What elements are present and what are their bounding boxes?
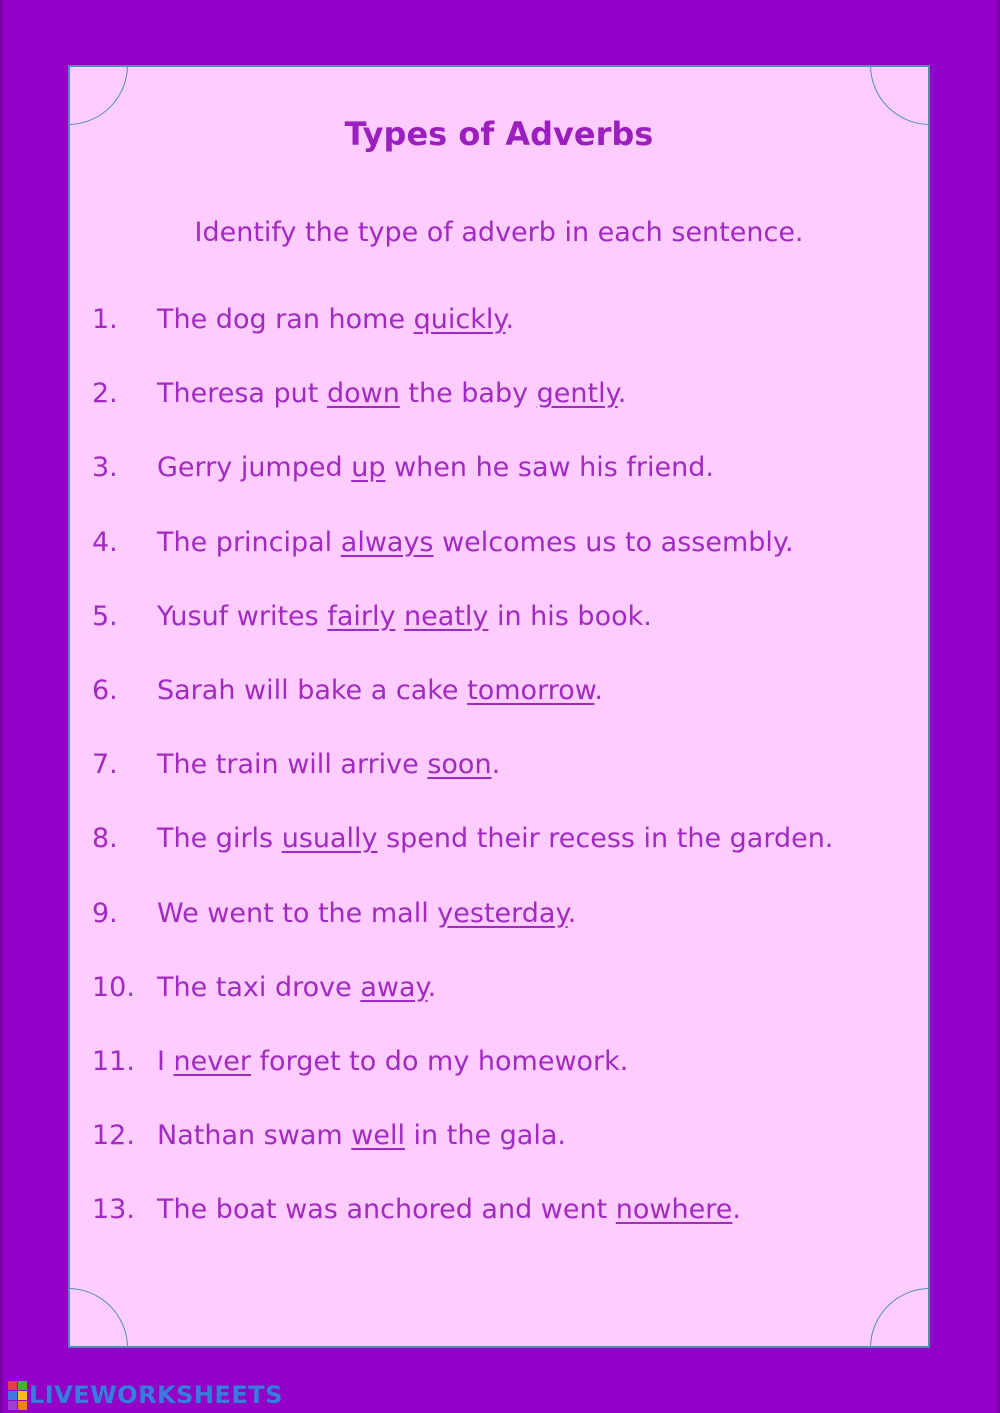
sentence-fragment: . (732, 1194, 741, 1226)
underlined-adverb: usually (281, 823, 378, 855)
sentence-fragment: The girls (157, 823, 282, 855)
sentence-text (157, 527, 794, 558)
brand-name: LIVEWORKSHEETS (29, 1381, 283, 1409)
sentence-fragment: . (567, 897, 577, 929)
sentence-fragment: when he saw his friend. (385, 452, 714, 484)
item-number: 3. (92, 452, 118, 484)
worksheet-title: Types of Adverbs (344, 115, 654, 153)
worksheet-instructions: Identify the type of adverb in each sentence. (194, 217, 804, 248)
item-number: 4. (92, 526, 118, 558)
underlined-adverb: well (351, 1120, 405, 1152)
item-number: 8. (92, 823, 118, 855)
sentence-fragment: in his book. (488, 600, 652, 632)
sentence-fragment: Gerry jumped (157, 452, 352, 484)
sentence-fragment: The taxi drove (157, 971, 361, 1003)
underlined-adverb: nowhere (615, 1194, 733, 1226)
sentence-text (157, 601, 652, 632)
sentence-fragment: Nathan swam (157, 1120, 352, 1152)
footer-brand (8, 1381, 283, 1409)
item-number: 1. (92, 304, 118, 335)
underlined-adverb: tomorrow (467, 675, 595, 706)
underlined-adverb: down (326, 378, 400, 410)
item-number: 9. (92, 897, 118, 929)
sentence-text (157, 378, 626, 409)
sentence-fragment: Sarah will bake a cake (157, 675, 468, 706)
sentence-text (157, 304, 514, 335)
sentence-fragment: spend their recess in the garden. (377, 823, 834, 855)
underlined-adverb: gently (536, 378, 618, 410)
sentence-fragment: welcomes us to assembly. (433, 526, 794, 558)
item-number: 10. (92, 971, 135, 1003)
sentence-text (157, 749, 500, 780)
sentence-fragment (395, 601, 404, 632)
underlined-adverb: neatly (404, 600, 489, 632)
sentence-text (157, 898, 576, 929)
sentence-fragment: I (157, 1046, 174, 1077)
item-number: 2. (92, 378, 118, 410)
sentence-fragment: The train will arrive (157, 749, 428, 781)
sentence-fragment: We went to the mall (157, 897, 438, 929)
sentence-text (157, 1120, 566, 1151)
corner-arc (68, 1288, 128, 1348)
underlined-adverb: away (360, 971, 428, 1003)
underlined-adverb: quickly (413, 304, 506, 335)
sentence-fragment: . (594, 675, 603, 706)
underlined-adverb: up (351, 452, 386, 484)
sentence-fragment: . (617, 378, 627, 410)
sentence-fragment: Yusuf writes (157, 600, 328, 632)
sentence-text (157, 1194, 741, 1225)
sentence-fragment: The boat was anchored and went (157, 1194, 616, 1226)
underlined-adverb: never (173, 1046, 251, 1077)
item-number: 6. (92, 675, 118, 706)
underlined-adverb: yesterday (437, 897, 568, 929)
sentence-fragment: Theresa put (157, 378, 327, 410)
sentence-fragment: in the gala. (404, 1120, 566, 1152)
item-number: 12. (92, 1120, 135, 1152)
item-number: 5. (92, 600, 118, 632)
sentence-fragment: . (505, 304, 515, 335)
underlined-adverb: soon (427, 749, 492, 781)
underlined-adverb: always (340, 526, 434, 558)
sentence-fragment: . (491, 749, 501, 781)
sentence-text (157, 972, 436, 1003)
item-number: 7. (92, 749, 118, 781)
sentence-fragment: forget to do my homework. (250, 1046, 629, 1077)
sentence-fragment: The dog ran home (157, 304, 414, 335)
sentence-text (157, 823, 833, 854)
sentence-text (157, 675, 603, 706)
sentence-fragment: the baby (399, 378, 537, 410)
corner-arc (870, 1288, 930, 1348)
liveworksheets-logo-icon (8, 1381, 27, 1410)
worksheet-panel (68, 65, 930, 1348)
item-number: 11. (92, 1046, 135, 1077)
sentence-fragment: . (427, 971, 437, 1003)
sentence-text (157, 452, 714, 483)
sentence-fragment: The principal (157, 526, 341, 558)
underlined-adverb: fairly (327, 600, 396, 632)
sentence-text (157, 1046, 628, 1077)
item-number: 13. (92, 1194, 135, 1226)
